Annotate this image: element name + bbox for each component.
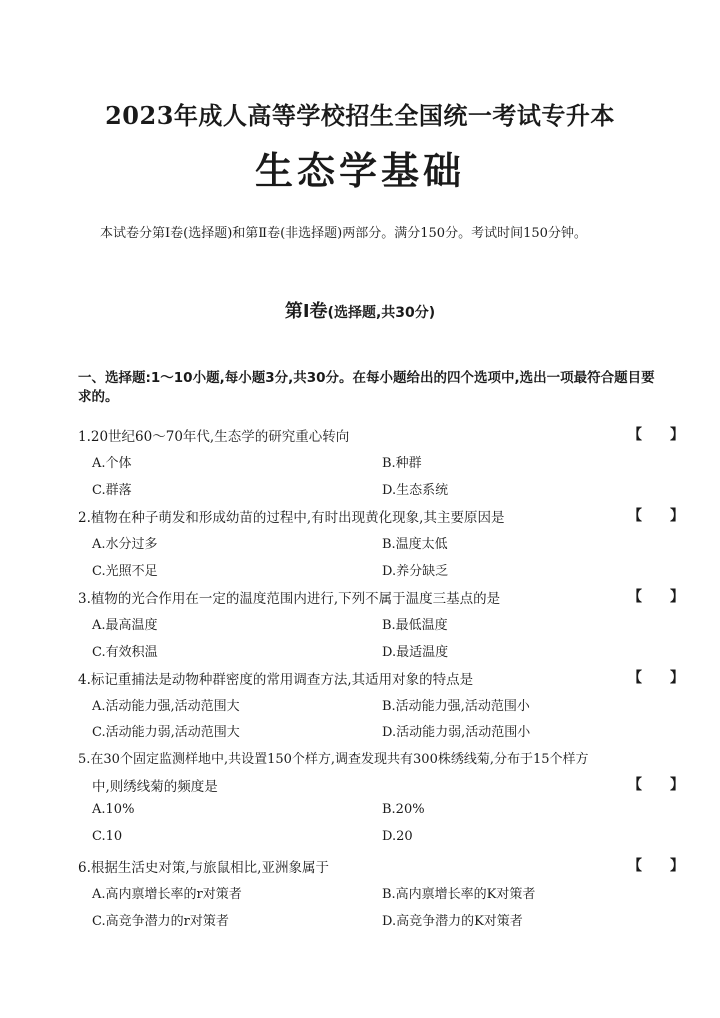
option-c: C.高竞争潜力的r对策者 bbox=[92, 914, 229, 929]
question-2-stem: 2.植物在种子萌发和形成幼苗的过程中,有时出现黄化现象,其主要原因是 bbox=[78, 510, 505, 526]
option-d: D.生态系统 bbox=[382, 483, 449, 498]
part-heading bbox=[0, 297, 720, 323]
part-subtitle: (选择题,共30分) bbox=[327, 305, 436, 321]
part-title: 第Ⅰ卷 bbox=[284, 301, 328, 322]
option-c: C.活动能力弱,活动范围大 bbox=[92, 725, 240, 740]
question-6-stem: 6.根据生活史对策,与旅鼠相比,亚洲象属于 bbox=[78, 860, 329, 876]
option-a: A.高内禀增长率的r对策者 bbox=[92, 887, 242, 902]
question-3-stem: 3.植物的光合作用在一定的温度范围内进行,下列不属于温度三基点的是 bbox=[78, 591, 501, 607]
option-a: A.个体 bbox=[92, 456, 132, 471]
option-a: A.水分过多 bbox=[92, 537, 158, 552]
option-d: D.最适温度 bbox=[382, 645, 449, 660]
question-1-stem: 1.20世纪60～70年代,生态学的研究重心转向 bbox=[78, 429, 350, 445]
option-a: A.活动能力强,活动范围大 bbox=[92, 699, 240, 714]
option-d: D.活动能力弱,活动范围小 bbox=[382, 725, 531, 740]
question-5-stem-cont: 中,则绣线菊的频度是 bbox=[92, 779, 218, 795]
answer-bracket: 【 】 bbox=[628, 858, 684, 874]
option-c: C.群落 bbox=[92, 483, 132, 498]
option-b: B.温度太低 bbox=[382, 537, 448, 552]
answer-bracket: 【 】 bbox=[628, 670, 684, 686]
option-a: A.10% bbox=[92, 802, 135, 817]
option-b: B.最低温度 bbox=[382, 618, 448, 633]
answer-bracket: 【 】 bbox=[628, 589, 684, 605]
question-5-stem: 5.在30个固定监测样地中,共设置150个样方,调查发现共有300株绣线菊,分布于15个样方 bbox=[78, 752, 589, 767]
answer-bracket: 【 】 bbox=[628, 427, 684, 443]
option-c: C.有效积温 bbox=[92, 645, 158, 660]
option-d: D.高竞争潜力的K对策者 bbox=[382, 914, 523, 929]
option-b: B.活动能力强,活动范围小 bbox=[382, 699, 530, 714]
exam-title: 2023年成人高等学校招生全国统一考试专升本 bbox=[105, 101, 615, 130]
answer-bracket: 【 】 bbox=[628, 508, 684, 524]
section-instructions: 一、选择题:1～10小题,每小题3分,共30分。在每小题给出的四个选项中,选出一项最符合题目要求的。 bbox=[78, 370, 655, 405]
question-4-stem: 4.标记重捕法是动物种群密度的常用调查方法,其适用对象的特点是 bbox=[78, 672, 474, 688]
option-c: C.光照不足 bbox=[92, 564, 158, 579]
subject-title: 生态学基础 bbox=[254, 148, 465, 193]
option-b: B.20% bbox=[382, 802, 425, 817]
answer-bracket: 【 】 bbox=[628, 777, 684, 793]
option-d: D.养分缺乏 bbox=[382, 564, 449, 579]
option-a: A.最高温度 bbox=[92, 618, 158, 633]
option-b: B.种群 bbox=[382, 456, 422, 471]
option-c: C.10 bbox=[92, 829, 123, 844]
option-d: D.20 bbox=[382, 829, 413, 844]
option-b: B.高内禀增长率的K对策者 bbox=[382, 887, 536, 902]
exam-intro: 本试卷分第Ⅰ卷(选择题)和第Ⅱ卷(非选择题)两部分。满分150分。考试时间150分钟。 bbox=[100, 226, 587, 241]
